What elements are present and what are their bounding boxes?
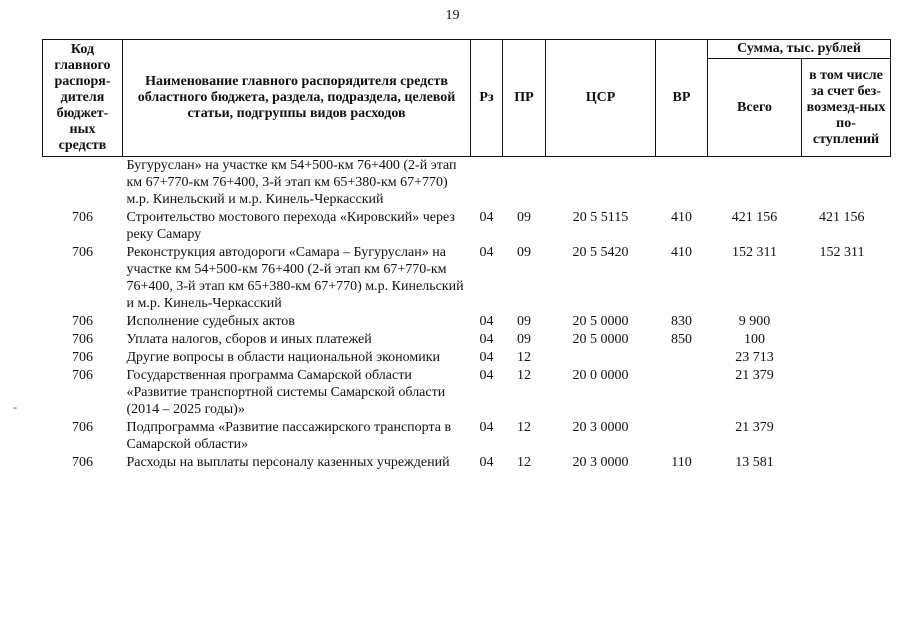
table-row <box>43 454 891 472</box>
cell-total: 13 581 <box>735 455 774 470</box>
cell-vr: 410 <box>671 245 692 260</box>
cell-pr <box>503 157 546 210</box>
cell-code: 706 <box>72 420 93 435</box>
cell-csr: 20 5 5115 <box>572 210 629 225</box>
cell-code: 706 <box>72 350 93 365</box>
cell-rz: 04 <box>479 368 494 383</box>
table-row <box>43 331 891 349</box>
cell-pr: 12 <box>517 455 531 470</box>
cell-name: Подпрограмма «Развитие пассажирского транспорта в Самарской области» <box>126 420 452 452</box>
cell-vr <box>656 157 708 210</box>
header-sum-group: Сумма, тыс. рублей <box>708 40 891 59</box>
cell-total: 23 713 <box>735 350 774 365</box>
page-number: 19 <box>445 8 460 23</box>
table-row <box>43 157 891 210</box>
cell-pr: 12 <box>517 420 531 435</box>
cell-csr <box>546 157 656 210</box>
cell-pr: 09 <box>517 210 531 225</box>
cell-rz: 04 <box>479 420 494 435</box>
table-row <box>43 209 891 244</box>
cell-code: 706 <box>72 368 93 383</box>
cell-vr <box>656 349 708 367</box>
cell-code: 706 <box>72 455 93 470</box>
cell-code: 706 <box>72 332 93 347</box>
cell-name: Государственная программа Самарской области «Развитие транспортной системы Самарской области (2014 – 2025 годы)» <box>126 368 446 417</box>
cell-pr: 12 <box>517 350 531 365</box>
cell-total: 9 900 <box>738 314 771 329</box>
cell-rz <box>471 157 503 210</box>
cell-name: Исполнение судебных актов <box>126 314 295 329</box>
header-pr: ПР <box>503 40 546 157</box>
cell-code: 706 <box>72 314 93 329</box>
cell-csr: 20 5 0000 <box>572 314 629 329</box>
cell-free <box>802 454 891 472</box>
cell-code <box>43 157 123 210</box>
cell-vr <box>656 367 708 419</box>
cell-csr <box>546 349 656 367</box>
cell-rz: 04 <box>479 350 494 365</box>
header-incl-free: в том числе за счет без-возмезд-ных по-ступлений <box>802 59 891 157</box>
cell-pr: 09 <box>517 332 531 347</box>
header-rz: Рз <box>471 40 503 157</box>
cell-name: Другие вопросы в области национальной экономики <box>126 350 441 365</box>
table-row <box>43 313 891 331</box>
cell-total: 100 <box>744 332 765 347</box>
cell-name: Строительство мостового перехода «Кировский» через реку Самару <box>126 210 455 242</box>
cell-total: 152 311 <box>732 245 777 260</box>
header-name: Наименование главного распорядителя средств областного бюджета, раздела, подраздела, целевой статьи, подгруппы видов расходов <box>123 40 471 157</box>
cell-total: 21 379 <box>735 420 774 435</box>
table-row <box>43 367 891 419</box>
cell-name: Расходы на выплаты персоналу казенных учреждений <box>126 455 450 470</box>
cell-rz: 04 <box>479 332 494 347</box>
cell-csr: 20 5 5420 <box>572 245 629 260</box>
cell-csr: 20 3 0000 <box>572 420 629 435</box>
cell-free <box>802 349 891 367</box>
cell-csr: 20 3 0000 <box>572 455 629 470</box>
cell-name: Бугуруслан» на участке км 54+500-км 76+400 (2-й этап км 67+770-км 76+400, 3-й этап км 65+380-км 67+770) м.р. Кинельский и м.р. Кинель-Черкасский <box>126 158 457 207</box>
margin-mark: - <box>13 400 17 414</box>
cell-free <box>802 313 891 331</box>
cell-free <box>802 419 891 454</box>
cell-vr <box>656 419 708 454</box>
cell-vr: 850 <box>671 332 692 347</box>
header-code: Код главного распоря-дителя бюджет-ных средств <box>43 40 123 157</box>
cell-csr: 20 0 0000 <box>572 368 629 383</box>
cell-pr: 12 <box>517 368 531 383</box>
cell-csr: 20 5 0000 <box>572 332 629 347</box>
cell-rz: 04 <box>479 314 494 329</box>
cell-pr: 09 <box>517 245 531 260</box>
cell-free: 421 156 <box>819 210 865 225</box>
cell-code: 706 <box>72 210 93 225</box>
cell-vr: 830 <box>671 314 692 329</box>
budget-table <box>42 39 891 472</box>
cell-rz: 04 <box>479 210 494 225</box>
cell-free <box>802 157 891 210</box>
cell-total: 21 379 <box>735 368 774 383</box>
cell-vr: 410 <box>671 210 692 225</box>
cell-vr: 110 <box>671 455 692 470</box>
cell-free: 152 311 <box>819 245 865 260</box>
cell-name: Реконструкция автодороги «Самара – Бугуруслан» на участке км 54+500-км 76+400 (2-й этап км 67+770-км 76+400, 3-й этап км 65+380-км 67+770) м.р. Кинельский и м.р. Кинель-Черкасский <box>126 245 464 311</box>
cell-free <box>802 331 891 349</box>
table-row <box>43 244 891 313</box>
header-vr: ВР <box>656 40 708 157</box>
table-row <box>43 349 891 367</box>
table-row <box>43 419 891 454</box>
cell-pr: 09 <box>517 314 531 329</box>
cell-rz: 04 <box>479 245 494 260</box>
cell-rz: 04 <box>479 455 494 470</box>
header-total: Всего <box>708 59 802 157</box>
cell-code: 706 <box>72 245 93 260</box>
cell-total <box>708 157 802 210</box>
cell-name: Уплата налогов, сборов и иных платежей <box>126 332 372 347</box>
table-body <box>43 157 891 473</box>
table-header <box>43 40 891 157</box>
cell-free <box>802 367 891 419</box>
header-csr: ЦСР <box>546 40 656 157</box>
cell-total: 421 156 <box>731 210 778 225</box>
